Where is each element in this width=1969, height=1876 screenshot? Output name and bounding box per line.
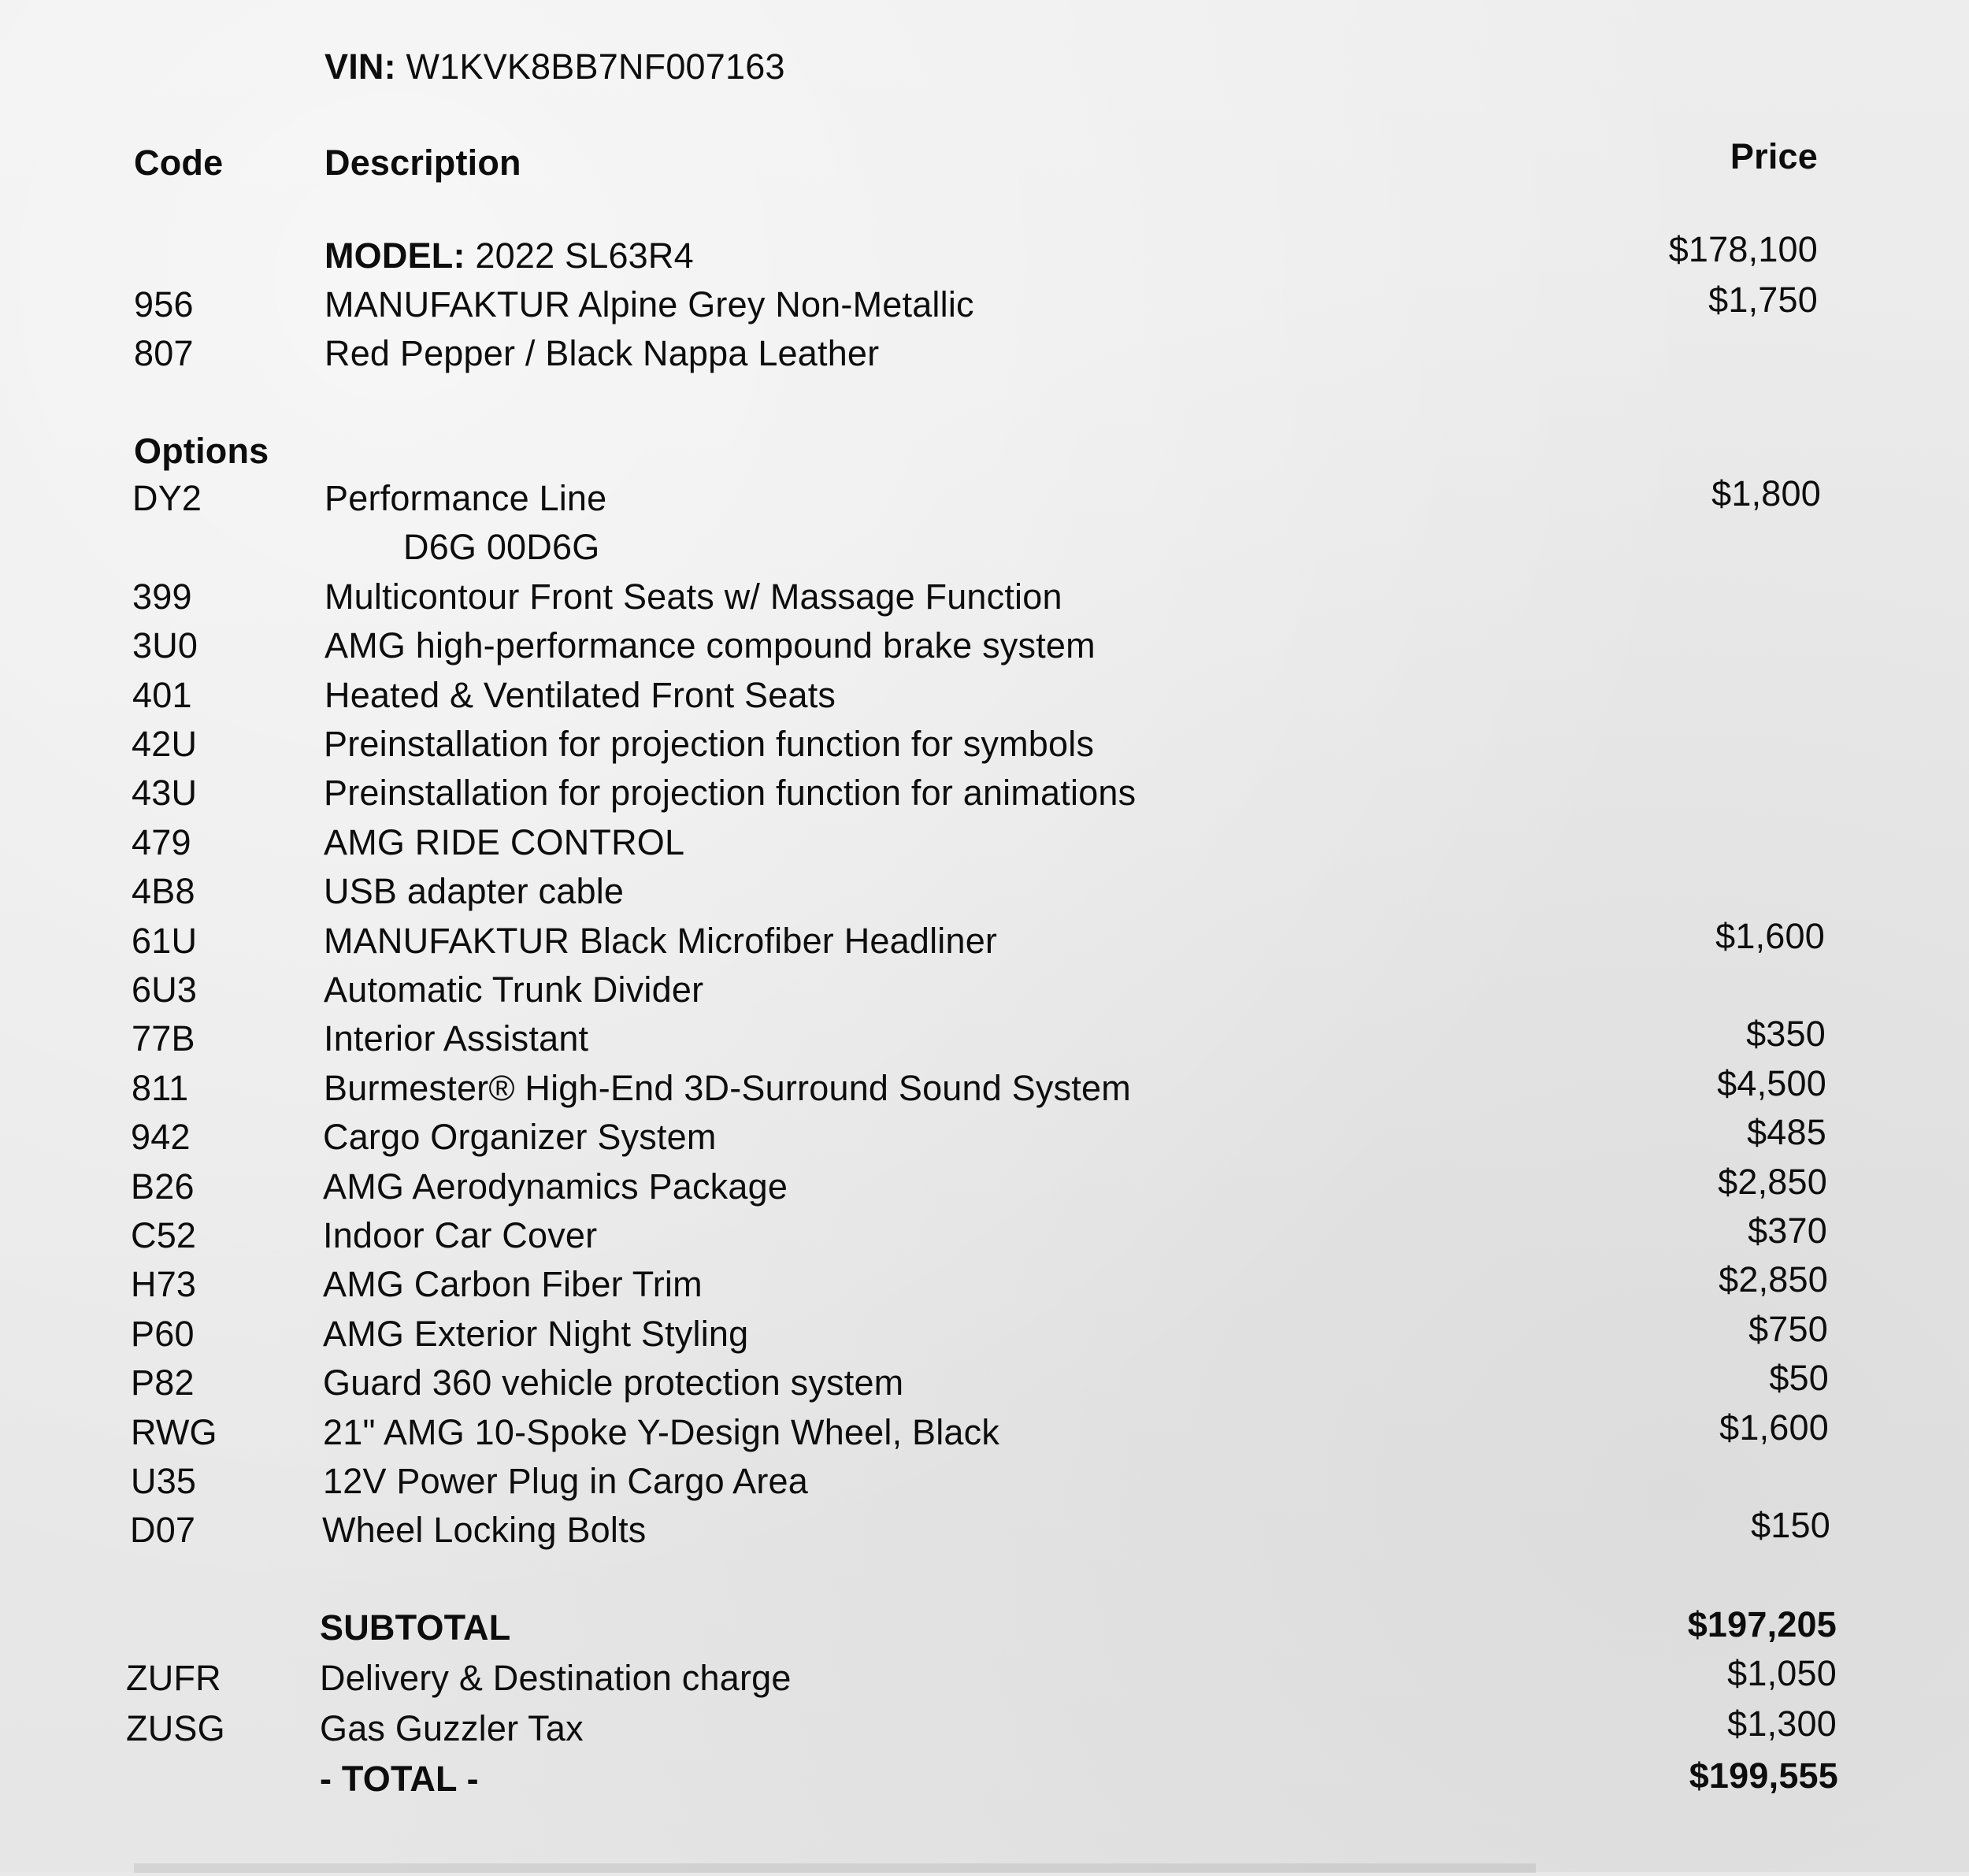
option-code: 479 [132,822,191,862]
option-price: $1,600 [1719,1407,1829,1448]
option-code: 401 [132,675,192,715]
fee-description: Delivery & Destination charge [320,1658,792,1698]
fee-price: $1,050 [1727,1653,1837,1693]
option-code: U35 [131,1461,197,1501]
total-label: - TOTAL - [320,1759,479,1799]
option-description: D6G 00D6G [403,527,600,567]
option-code: 942 [131,1117,191,1157]
model-value: 2022 SL63R4 [475,235,694,276]
header-description: Description [324,143,521,183]
option-code: 61U [132,921,198,961]
subtotal-price: $197,205 [1687,1604,1837,1644]
option-description: AMG Aerodynamics Package [323,1166,788,1207]
option-description: Heated & Ventilated Front Seats [324,675,836,715]
option-code: P60 [131,1314,195,1354]
option-price: $485 [1747,1112,1826,1152]
option-description: MANUFAKTUR Black Microfiber Headliner [324,921,998,961]
vin-line [324,46,785,87]
option-code: RWG [131,1412,217,1452]
option-code: 42U [132,724,198,764]
option-code: 43U [132,773,198,813]
model-label: MODEL: [324,235,465,276]
base-item-description: Red Pepper / Black Nappa Leather [324,333,880,373]
option-description: AMG RIDE CONTROL [324,822,685,862]
option-description: USB adapter cable [324,871,625,911]
option-description: AMG Exterior Night Styling [323,1314,749,1354]
base-item-code: 956 [134,284,194,324]
option-description: Performance Line [324,478,607,518]
option-code: H73 [131,1264,197,1304]
option-description: Automatic Trunk Divider [324,970,704,1010]
option-price: $1,600 [1715,916,1825,956]
model-line [324,235,694,276]
subtotal-label: SUBTOTAL [320,1607,511,1648]
vin-value: W1KVK8BB7NF007163 [406,46,785,87]
option-price: $4,500 [1717,1063,1826,1103]
option-code: 77B [132,1018,195,1058]
option-code: 811 [132,1068,189,1108]
option-price: $1,800 [1711,473,1821,513]
option-description: 21" AMG 10-Spoke Y-Design Wheel, Black [323,1412,1000,1452]
header-code: Code [134,143,224,183]
option-description: Guard 360 vehicle protection system [323,1363,904,1403]
option-price: $370 [1748,1211,1827,1251]
option-description: Preinstallation for projection function for symbols [324,724,1095,764]
option-code: P82 [131,1363,195,1403]
option-code: C52 [131,1215,197,1255]
option-description: Interior Assistant [324,1018,589,1058]
option-code: B26 [131,1166,195,1207]
option-description: 12V Power Plug in Cargo Area [323,1461,808,1501]
option-code: D07 [130,1510,196,1550]
option-price: $2,850 [1719,1259,1828,1299]
base-item-code: 807 [134,333,194,373]
option-code: 6U3 [132,970,198,1010]
fee-description: Gas Guzzler Tax [320,1708,584,1748]
options-heading: Options [134,431,269,471]
fee-price: $1,300 [1727,1704,1837,1744]
option-code: DY2 [132,478,202,518]
model-price: $178,100 [1668,229,1818,269]
fee-code: ZUSG [126,1708,225,1748]
option-description: Multicontour Front Seats w/ Massage Function [324,577,1062,617]
vin-label: VIN: [324,46,396,87]
option-description: AMG Carbon Fiber Trim [323,1264,703,1304]
option-price: $350 [1746,1014,1826,1054]
option-code: 399 [132,577,192,617]
option-code: 4B8 [132,871,195,911]
option-description: Preinstallation for projection function for animations [324,773,1137,813]
header-price: Price [1730,136,1818,176]
option-description: Indoor Car Cover [323,1215,598,1255]
option-price: $150 [1751,1505,1830,1545]
base-item-description: MANUFAKTUR Alpine Grey Non-Metallic [324,284,974,324]
total-price: $199,555 [1689,1756,1838,1796]
option-description: Wheel Locking Bolts [322,1510,647,1550]
option-code: 3U0 [132,625,198,665]
base-item-price: $1,750 [1708,280,1818,320]
cut-off-text-remnant [134,1860,1552,1876]
option-description: Burmester® High-End 3D-Surround Sound System [324,1068,1131,1108]
option-description: Cargo Organizer System [323,1117,717,1157]
option-description: AMG high-performance compound brake system [324,625,1096,665]
option-price: $2,850 [1718,1162,1827,1202]
option-price: $50 [1769,1358,1829,1398]
cut-off-text-bar [134,1863,1536,1873]
option-price: $750 [1748,1309,1828,1349]
fee-code: ZUFR [126,1658,221,1698]
